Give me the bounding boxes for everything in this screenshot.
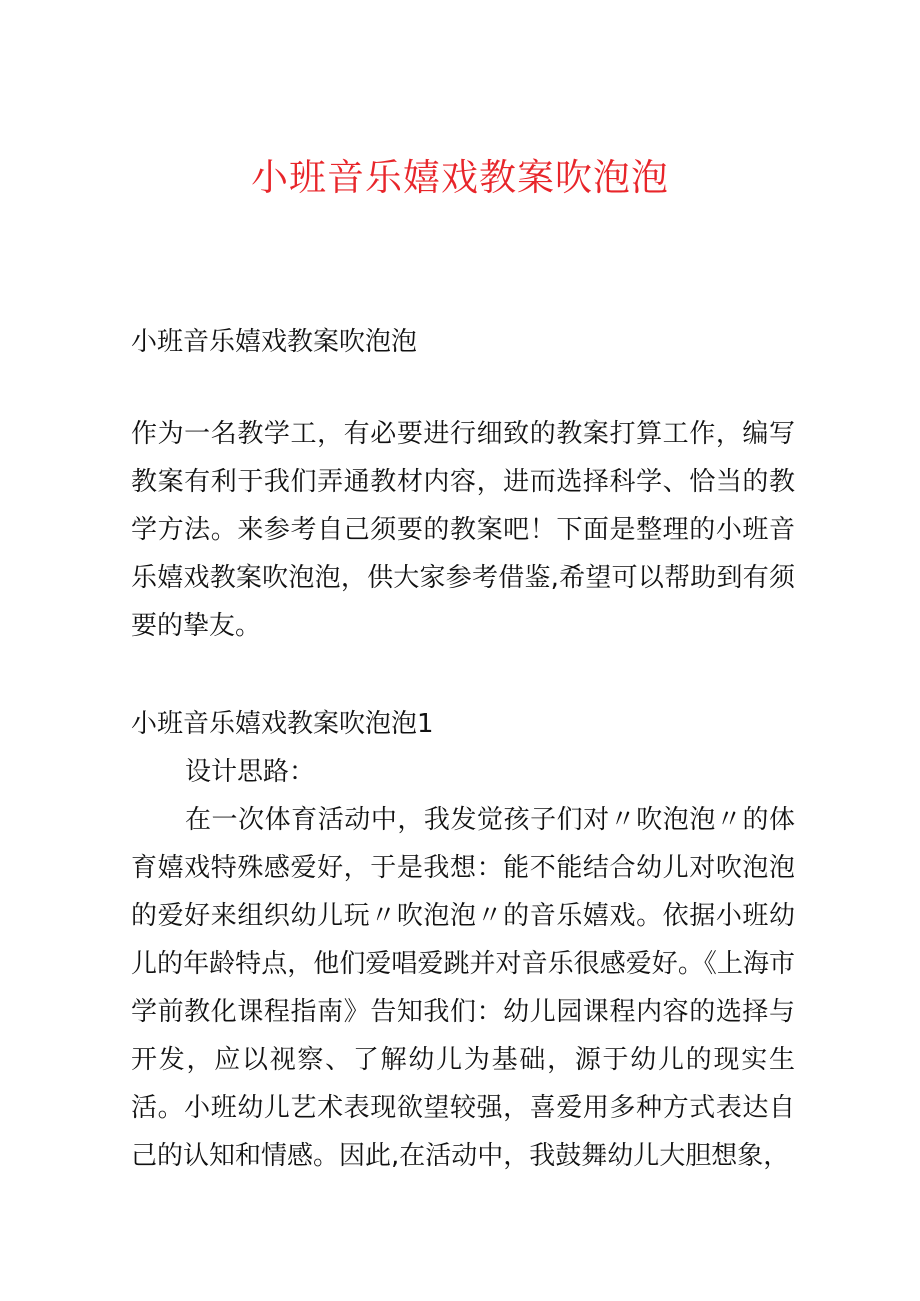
design-paragraph: 在一次体育活动中，我发觉孩子们对〃吹泡泡〃的体育嬉戏特殊感爱好，于是我想：能不能结合幼儿对吹泡泡的爱好来组织幼儿玩〃吹泡泡〃的音乐嬉戏。依据小班幼儿的年龄特点，他们爱唱爱跳并对音乐很感爱好。《上海市学前教化课程指南》告知我们：幼儿园课程内容的选择与开发，应以视察、了解幼儿为基础，源于幼儿的现实生活。小班幼儿艺术表现欲望较强，喜爱用多种方式表达自己的认知和情感。因此,在活动中，我鼓舞幼儿大胆想象， (131, 805, 795, 1171)
intro-paragraph: 作为一名教学工，有必要进行细致的教案打算工作，编写教案有利于我们弄通教材内容，进而选择科学、恰当的教学方法。来参考自己须要的教案吧！下面是整理的小班音乐嬉戏教案吹泡泡，供大家参考借鉴,希望可以帮助到有须要的挚友。 (131, 419, 795, 641)
section-heading: 小班音乐嬉戏教案吹泡泡1 (131, 709, 434, 739)
design-label: 设计思路： (185, 757, 316, 787)
document-subtitle: 小班音乐嬉戏教案吹泡泡 (131, 327, 418, 357)
document-title: 小班音乐嬉戏教案吹泡泡 (251, 156, 669, 199)
